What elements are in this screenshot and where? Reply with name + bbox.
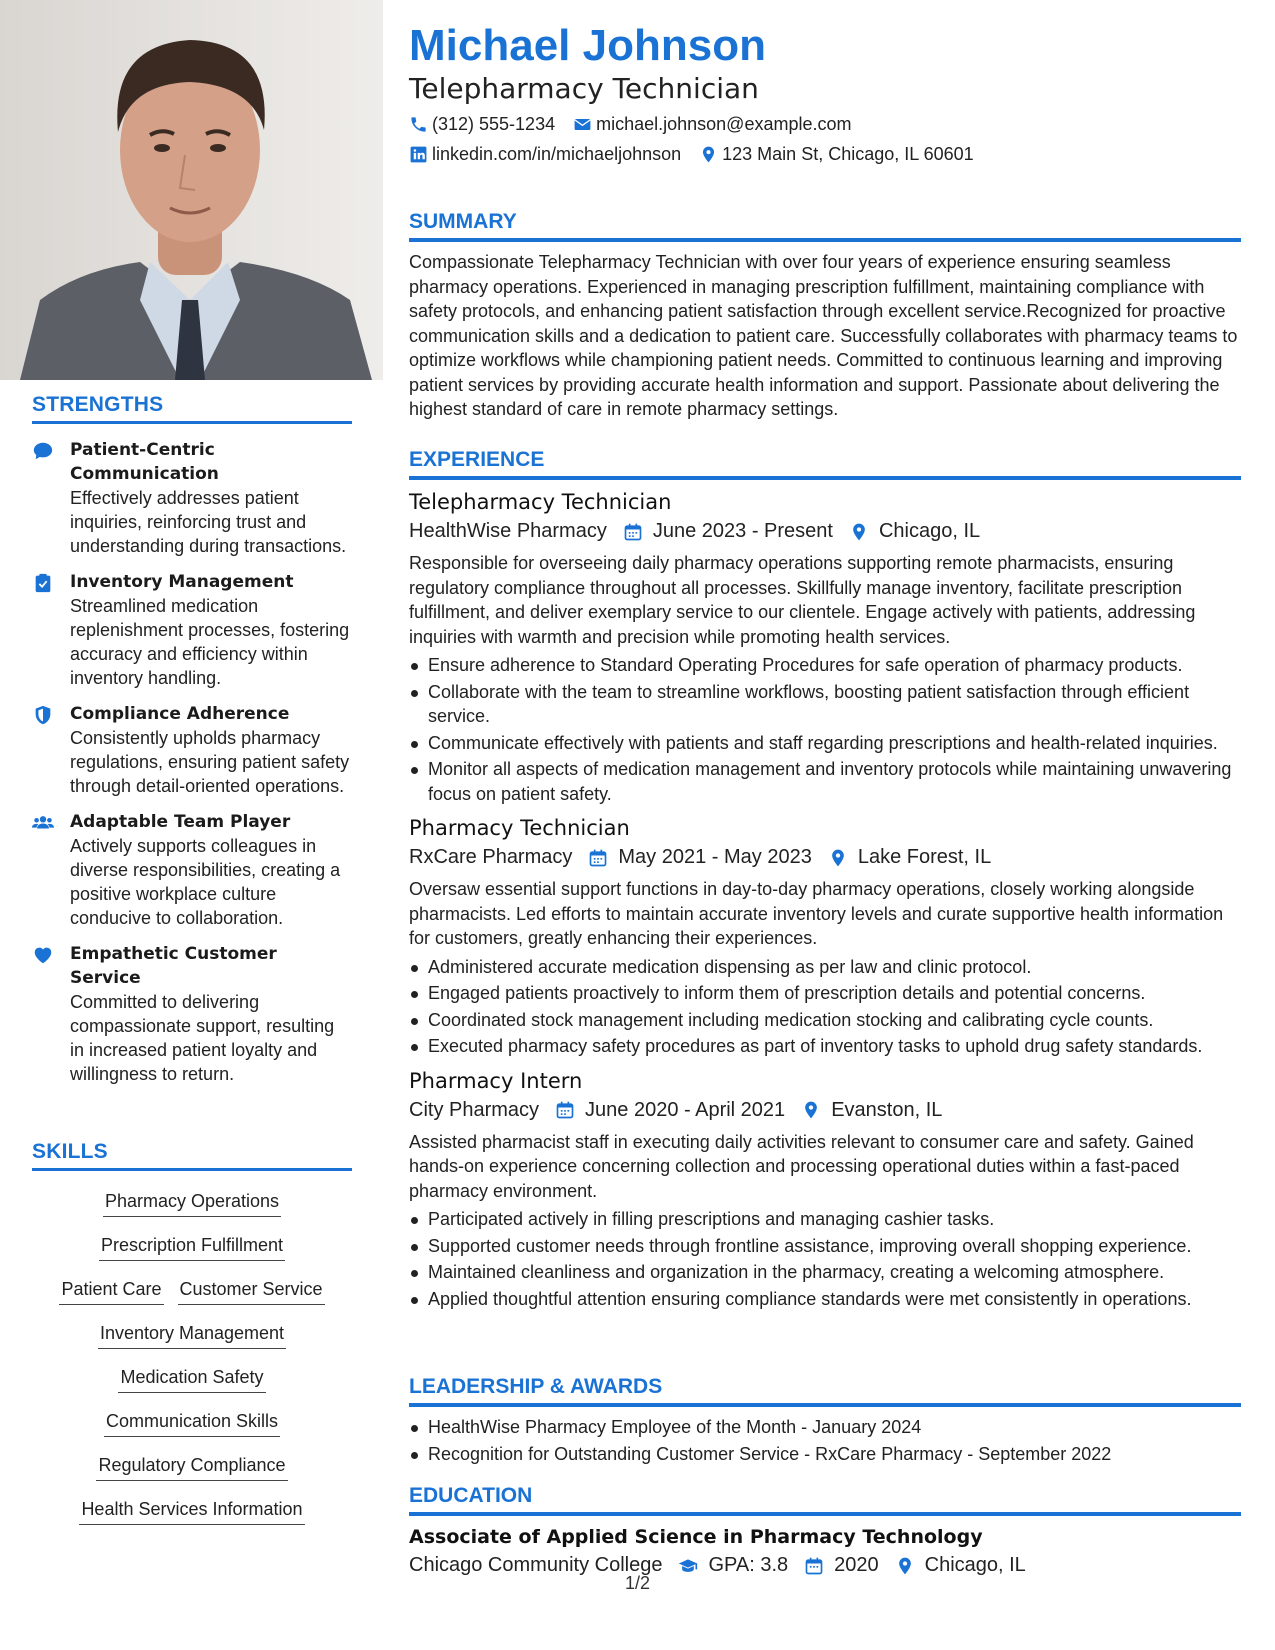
envelope-icon — [573, 115, 592, 134]
job-location: Lake Forest, IL — [857, 846, 992, 868]
degree-title: Associate of Applied Science in Pharmacy Technology — [409, 1526, 983, 1548]
job-title: Telepharmacy Technician — [409, 490, 672, 514]
clipboard-check-icon — [32, 572, 54, 594]
strength-desc: Streamlined medication replenishment processes, fostering accuracy and efficiency within inventory handling. — [70, 596, 350, 688]
education-location: Chicago, IL — [924, 1554, 1026, 1576]
skill-tag: Communication Skills — [104, 1411, 280, 1437]
job-bullet: Participated actively in filling prescriptions and managing cashier tasks. — [409, 1207, 1241, 1232]
graduation-year: 2020 — [834, 1554, 879, 1576]
email-text: michael.johnson@example.com — [596, 114, 852, 134]
strength-title: Adaptable Team Player — [70, 812, 291, 832]
job-entry — [409, 816, 1241, 1059]
job-bullet: Engaged patients proactively to inform them of prescription details and potential concerns. — [409, 981, 1241, 1006]
job-location: Chicago, IL — [878, 520, 981, 542]
skill-tag: Customer Service — [178, 1279, 325, 1305]
gpa: GPA: 3.8 — [708, 1554, 789, 1576]
job-bullet: Supported customer needs through frontline assistance, improving overall shopping experience. — [409, 1234, 1241, 1259]
strength-item — [32, 810, 352, 930]
linkedin-icon — [409, 145, 428, 164]
skill-tag: Health Services Information — [79, 1499, 304, 1525]
job-bullet: Coordinated stock management including medication stocking and calibrating cycle counts. — [409, 1008, 1241, 1033]
job-bullet: Maintained cleanliness and organization in the pharmacy, creating a welcoming atmosphere. — [409, 1260, 1241, 1285]
address-contact — [699, 144, 974, 165]
job-bullets — [409, 1207, 1241, 1311]
job-bullets — [409, 653, 1241, 806]
school-name: Chicago Community College — [409, 1554, 663, 1576]
strength-desc: Consistently upholds pharmacy regulations, ensuring patient safety through detail-oriented operations. — [70, 728, 350, 796]
strengths-title: STRENGTHS — [32, 393, 352, 424]
email-contact[interactable] — [573, 114, 851, 135]
skills-section — [32, 1140, 352, 1543]
job-meta — [409, 846, 1241, 869]
job-description: Assisted pharmacist staff in executing daily activities relevant to consumer care and safety. Gained hands-on experience concerning collection and processing operational duties within a fast-paced pharmacy environment. — [409, 1131, 1194, 1201]
award-item: Recognition for Outstanding Customer Service - RxCare Pharmacy - September 2022 — [409, 1442, 1241, 1467]
job-entry — [409, 1069, 1241, 1312]
summary-title: SUMMARY — [409, 210, 1241, 242]
job-title: Pharmacy Intern — [409, 1068, 583, 1093]
calendar-icon — [623, 522, 643, 542]
graduation-cap-icon — [678, 1556, 698, 1576]
job-company: RxCare Pharmacy — [409, 846, 573, 868]
experience-title: EXPERIENCE — [409, 448, 1241, 480]
job-dates: June 2023 - Present — [652, 520, 833, 542]
awards-section — [409, 1375, 1241, 1468]
map-pin-icon — [801, 1100, 821, 1120]
candidate-title: Telepharmacy Technician — [409, 72, 759, 105]
skill-tag: Inventory Management — [98, 1323, 286, 1349]
page-number: 1/2 — [625, 1573, 651, 1593]
linkedin-text: linkedin.com/in/michaeljohnson — [432, 144, 682, 164]
job-dates: May 2021 - May 2023 — [618, 846, 812, 868]
skill-tag: Regulatory Compliance — [96, 1455, 287, 1481]
skill-tag: Medication Safety — [118, 1367, 265, 1393]
education-section — [409, 1484, 1241, 1577]
job-company: HealthWise Pharmacy — [409, 520, 607, 542]
strength-desc: Effectively addresses patient inquiries, reinforcing trust and understanding during transactions. — [70, 488, 347, 556]
education-meta — [409, 1554, 1241, 1577]
job-description: Oversaw essential support functions in day-to-day pharmacy operations, closely working alongside pharmacists. Led efforts to maintain accurate inventory levels and curate supportive health information for customers, greatly enhancing their experiences. — [409, 879, 1224, 948]
map-pin-icon — [849, 522, 869, 542]
strength-item — [32, 942, 352, 1086]
strength-title: Inventory Management — [70, 572, 294, 592]
skills-list — [32, 1171, 352, 1525]
strength-desc: Committed to delivering compassionate support, resulting in increased patient loyalty and willingness to return. — [70, 992, 335, 1084]
job-dates: June 2020 - April 2021 — [585, 1098, 786, 1121]
job-location: Evanston, IL — [831, 1098, 943, 1121]
awards-list — [409, 1415, 1241, 1466]
calendar-icon — [588, 848, 608, 868]
profile-photo — [0, 0, 383, 380]
strengths-section — [32, 393, 352, 1086]
linkedin-contact[interactable] — [409, 144, 681, 165]
job-bullet: Administered accurate medication dispensing as per law and clinic protocol. — [409, 955, 1241, 980]
job-bullets — [409, 955, 1241, 1059]
education-title: EDUCATION — [409, 1484, 1241, 1516]
experience-section — [409, 448, 1241, 1313]
strength-item — [32, 438, 352, 558]
phone-contact[interactable] — [409, 114, 555, 135]
job-bullet: Ensure adherence to Standard Operating Procedures for safe operation of pharmacy products. — [409, 653, 1241, 678]
summary-section — [409, 210, 1241, 422]
phone-icon — [409, 115, 428, 134]
sidebar — [0, 0, 383, 1650]
heart-icon — [32, 944, 54, 966]
job-bullet: Communicate effectively with patients and staff regarding prescriptions and health-related inquiries. — [409, 731, 1241, 756]
award-item: HealthWise Pharmacy Employee of the Month - January 2024 — [409, 1415, 1241, 1440]
strength-title: Compliance Adherence — [70, 704, 290, 724]
job-bullet: Executed pharmacy safety procedures as part of inventory tasks to uphold drug safety standards. — [409, 1034, 1241, 1059]
skill-tag: Pharmacy Operations — [103, 1191, 281, 1217]
skills-title: SKILLS — [32, 1140, 352, 1171]
job-title: Pharmacy Technician — [409, 816, 630, 840]
address-text: 123 Main St, Chicago, IL 60601 — [722, 144, 974, 164]
summary-text: Compassionate Telepharmacy Technician with over four years of experience ensuring seamless pharmacy operations. Experienced in managing prescription fulfillment, maintaining compliance with safety protocols, and enhancing patient satisfaction through excellent service.Recognized for proactive communication skills and a dedication to patient care. Successfully collaborates with pharmacy teams to optimize workflows while championing patient needs. Committed to continuous learning and improving patient services by providing accurate health information and support. Passionate about delivering the highest standard of care in remote pharmacy settings. — [409, 252, 1238, 419]
candidate-name: Michael Johnson — [409, 21, 766, 70]
shield-icon — [32, 704, 54, 726]
job-meta — [409, 520, 1241, 543]
skill-tag: Patient Care — [59, 1279, 163, 1305]
phone-text: (312) 555-1234 — [432, 114, 556, 134]
map-pin-icon — [828, 848, 848, 868]
job-bullet: Collaborate with the team to streamline workflows, boosting patient satisfaction through efficient service. — [409, 680, 1241, 729]
users-icon — [32, 812, 54, 834]
strength-item — [32, 570, 352, 690]
contact-row-2 — [409, 144, 974, 165]
map-pin-icon — [895, 1556, 915, 1576]
chat-bubble-icon — [32, 440, 54, 462]
map-pin-icon — [699, 145, 718, 164]
awards-title: LEADERSHIP & AWARDS — [409, 1375, 1241, 1407]
strength-item — [32, 702, 352, 798]
strength-title: Patient-Centric Communication — [70, 440, 219, 484]
calendar-icon — [804, 1556, 824, 1576]
job-entry — [409, 490, 1241, 806]
contact-row — [409, 114, 852, 135]
job-meta — [409, 1099, 1241, 1122]
job-company: City Pharmacy — [409, 1098, 540, 1121]
calendar-icon — [555, 1100, 575, 1120]
job-description: Responsible for overseeing daily pharmacy operations supporting remote pharmacists, ensuring regulatory compliance throughout all processes. Skillfully manage inventory, facilitate prescription fulfillment, and deliver exemplary service to our clientele. Engage actively with patients, addressing inquiries with warmth and precision while promoting health services. — [409, 553, 1196, 647]
job-bullet: Monitor all aspects of medication management and inventory protocols while maintaining unwavering focus on patient safety. — [409, 757, 1241, 806]
strength-title: Empathetic Customer Service — [70, 944, 277, 988]
skill-tag: Prescription Fulfillment — [99, 1235, 285, 1261]
job-bullet: Applied thoughtful attention ensuring compliance standards were met consistently in operations. — [409, 1287, 1241, 1312]
strength-desc: Actively supports colleagues in diverse responsibilities, creating a positive workplace culture conducive to collaboration. — [70, 836, 341, 928]
